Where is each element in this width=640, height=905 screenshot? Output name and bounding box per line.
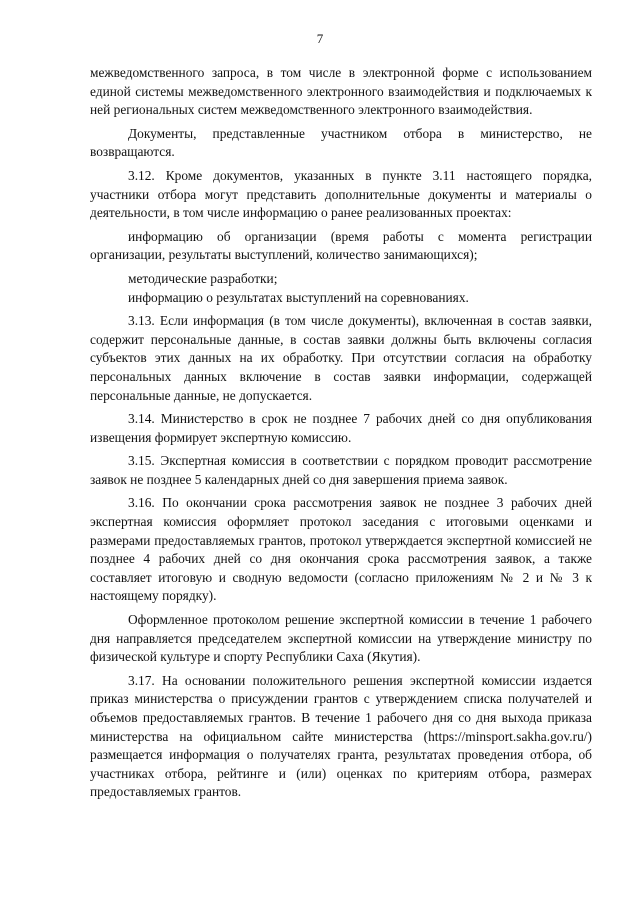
- paragraph-documents-not-returned: Документы, представленные участником отбора в министерство, не возвращаются.: [90, 125, 592, 160]
- paragraph-commission-decision: Оформленное протоколом решение экспертной комиссии в течение 1 рабочего дня направляется председателем экспертной комиссии на утверждение министру по физической культуре и спорту Республики Саха (Якутия).: [90, 612, 592, 665]
- paragraph-3-12: 3.12. Кроме документов, указанных в пункте 3.11 настоящего порядка, участники отбора могут представить дополнительные документы и материалы о деятельности, в том числе информацию о ранее реализованных проектах:: [90, 167, 592, 221]
- paragraph-3-16: 3.16. По окончании срока рассмотрения заявок не позднее 3 рабочих дней экспертная комиссия оформляет протокол заседания с итоговыми оценками и размерами предоставляемых грантов, протокол утверждается экспертной комиссией не позднее 4 рабочих дней со дня окончания срока рассмотрения заявок, а также составляет итоговую и сводную ведомости (согласно приложениям № 2 и № 3 к настоящему порядку).: [90, 495, 592, 604]
- document-body: [90, 64, 592, 802]
- paragraph-3-15: 3.15. Экспертная комиссия в соответствии с порядком проводит рассмотрение заявок не позднее 5 календарных дней со дня завершения приема заявок.: [90, 453, 592, 487]
- paragraph-continuation: межведомственного запроса, в том числе в электронной форме с использованием единой системы межведомственного электронного взаимодействия и подключаемых к ней региональных систем межведомственного электронного взаимодействия.: [90, 65, 592, 118]
- paragraph-3-13: 3.13. Если информация (в том числе документы), включенная в состав заявки, содержит персональные данные, в состав заявки должны быть включены согласия субъектов этих данных на их обработку. При отсутствии согласия на обработку персональных данных включение в состав заявки информации, содержащей персональные данные, не допускается.: [90, 313, 592, 403]
- list-item-organization-info: информацию об организации (время работы с момента регистрации организации, результаты выступлений, количество занимающихся);: [90, 228, 592, 263]
- page-number: 7: [316, 31, 324, 46]
- paragraph-3-17: 3.17. На основании положительного решения экспертной комиссии издается приказ министерства о присуждении грантов с утверждением списка получателей и объемов предоставляемых грантов. В течение 1 рабочего дня со дня выхода приказа министерства на официальном сайте министерства (https://minsport.sakha.gov.ru/) размещается информация о получателях гранта, результатах проведения отбора, об участниках отбора, рейтинге и (или) оценках по критериям отбора, размерах предоставляемых грантов.: [90, 672, 592, 800]
- list-item-competition-results: информацию о результатах выступлений на соревнованиях.: [128, 289, 469, 305]
- paragraph-3-14: 3.14. Министерство в срок не позднее 7 рабочих дней со дня опубликования извещения формирует экспертную комиссию.: [90, 411, 592, 445]
- list-item-methodical: методические разработки;: [128, 270, 278, 286]
